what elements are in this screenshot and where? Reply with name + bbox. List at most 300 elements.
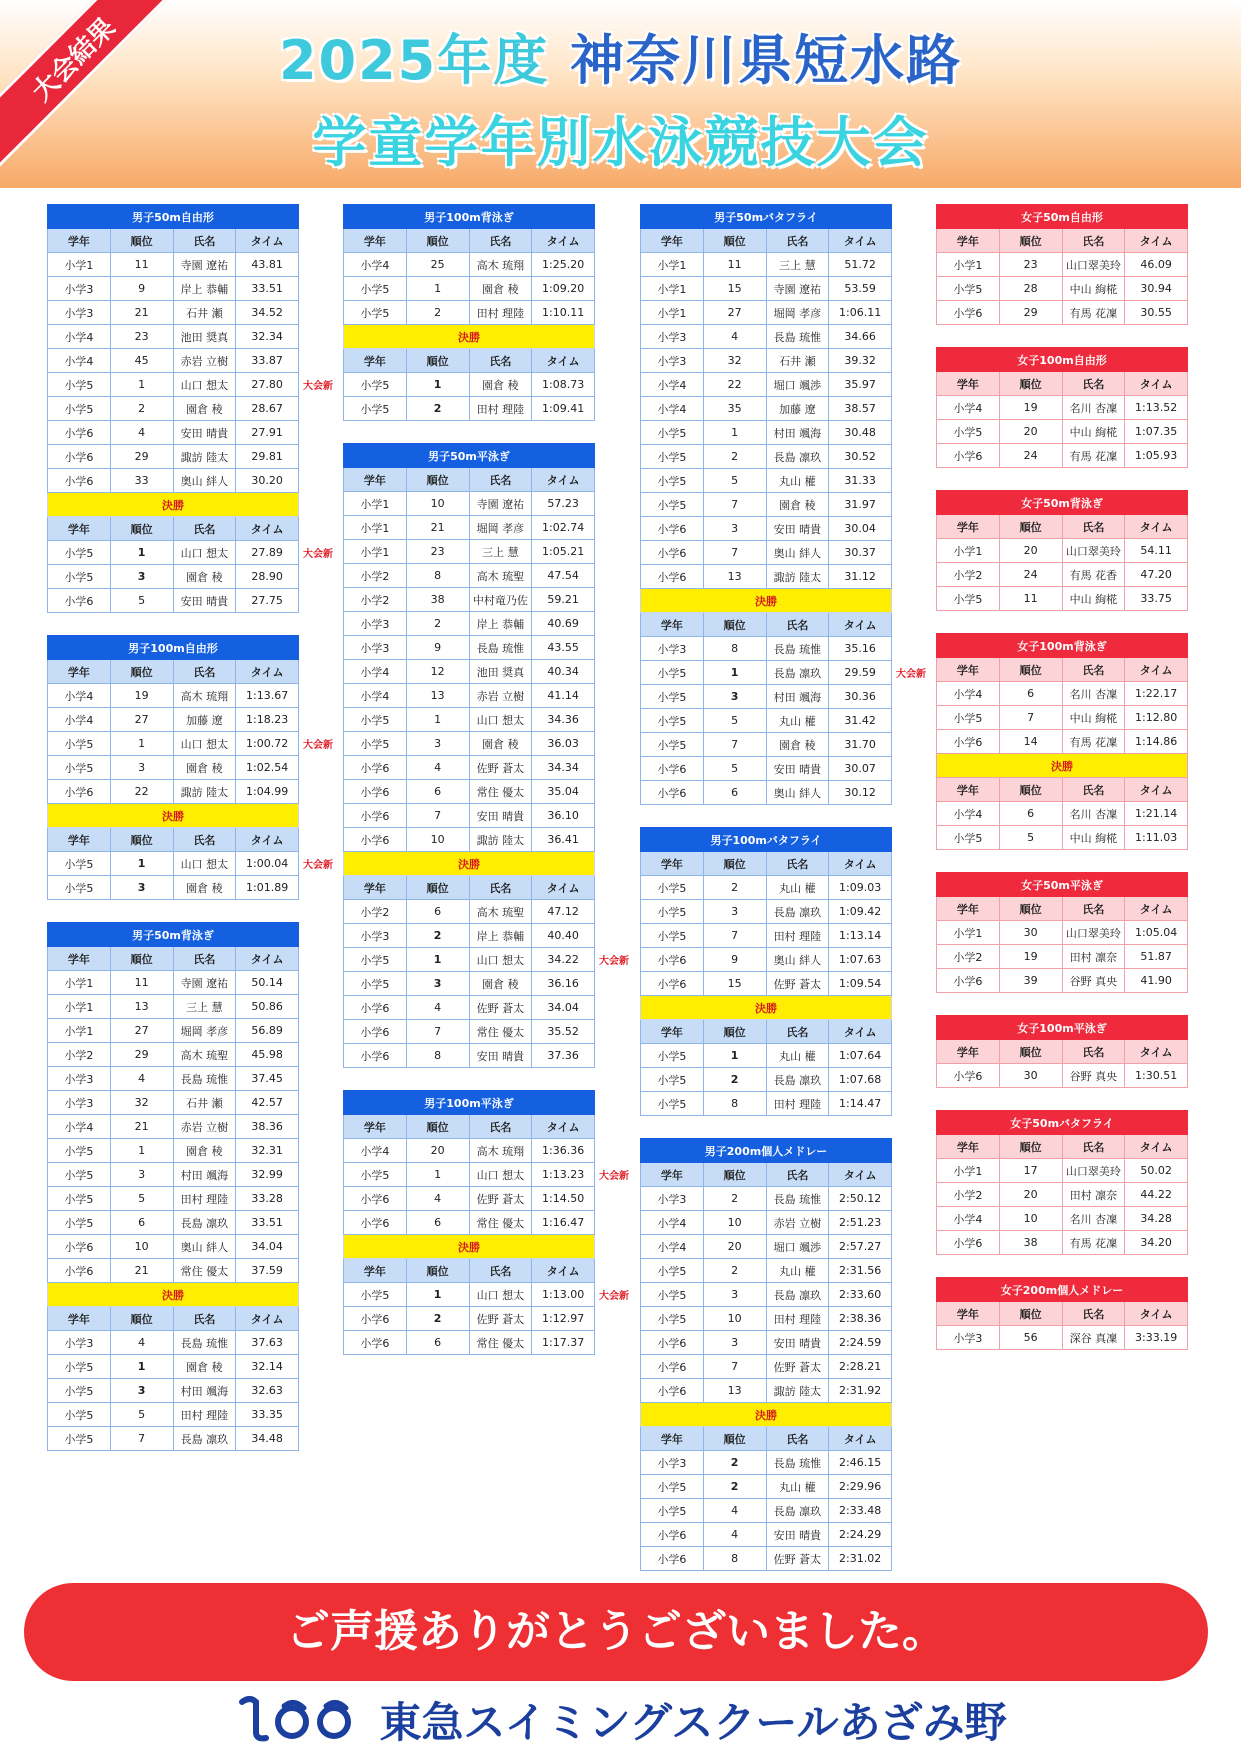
event-title: 男子200m個人メドレー	[641, 1139, 892, 1163]
record-mark: 大会新	[303, 381, 333, 392]
swimmer-name-cell: 丸山 權	[766, 469, 829, 493]
time-cell: 37.36	[532, 1044, 595, 1068]
final-row	[48, 541, 299, 565]
swimmer-name-cell: 丸山 權	[766, 1044, 829, 1068]
final-label-row	[641, 589, 892, 613]
time-cell: 1:14.50	[532, 1187, 595, 1211]
swimmer-name-cell: 堀岡 孝彦	[173, 1019, 236, 1043]
table-header-row	[641, 229, 892, 253]
time-cell: 2:31.02	[829, 1547, 892, 1571]
final-row	[344, 1283, 595, 1307]
time-cell: 27.80	[236, 373, 299, 397]
page-title-line1	[0, 18, 1241, 95]
rank-cell: 20	[999, 420, 1062, 444]
rank-cell: 6	[406, 1331, 469, 1355]
event-block	[47, 635, 333, 900]
swimmer-name-cell: 寺園 遼祐	[766, 277, 829, 301]
rank-cell: 3	[703, 1331, 766, 1355]
record-mark: 大会新	[303, 860, 333, 871]
table-header-row	[344, 1115, 595, 1139]
swimmer-name-cell: 園倉 稜	[469, 972, 532, 996]
table-row	[344, 277, 595, 301]
grade-cell: 小学4	[937, 802, 1000, 826]
record-mark: 大会新	[599, 956, 629, 967]
time-header: タイム	[829, 1163, 892, 1187]
swimmer-name-cell: 田村 理陸	[766, 1307, 829, 1331]
time-cell: 1:08.73	[532, 373, 595, 397]
rank-cell: 3	[703, 685, 766, 709]
time-cell: 36.10	[532, 804, 595, 828]
grade-cell: 小学6	[641, 781, 704, 805]
time-cell: 27.91	[236, 421, 299, 445]
grade-header: 学年	[641, 613, 704, 637]
grade-cell: 小学1	[48, 971, 111, 995]
grade-cell: 小学5	[344, 708, 407, 732]
time-cell: 33.35	[236, 1403, 299, 1427]
table-row	[937, 420, 1188, 444]
rank-cell: 29	[110, 1043, 173, 1067]
grade-cell: 小学4	[344, 684, 407, 708]
table-row	[344, 1139, 595, 1163]
swimmer-name-cell: 長島 琉惟	[766, 1451, 829, 1475]
rank-cell: 2	[703, 876, 766, 900]
rank-cell: 8	[406, 564, 469, 588]
rank-cell: 1	[406, 948, 469, 972]
swimmer-name-cell: 丸山 權	[766, 876, 829, 900]
grade-header: 学年	[344, 1259, 407, 1283]
grade-header: 学年	[937, 1040, 1000, 1064]
table-row	[937, 921, 1188, 945]
grade-cell: 小学2	[344, 900, 407, 924]
rank-cell: 5	[110, 589, 173, 613]
grade-cell: 小学4	[344, 1139, 407, 1163]
rank-cell: 3	[110, 1163, 173, 1187]
swimmer-name-cell: 安田 晴貴	[766, 757, 829, 781]
swimmer-name-cell: 長島 凛玖	[766, 661, 829, 685]
final-row	[48, 852, 299, 876]
time-cell: 1:07.64	[829, 1044, 892, 1068]
swimmer-name-cell: 長島 凛玖	[173, 1211, 236, 1235]
rank-cell: 13	[110, 995, 173, 1019]
name-header: 氏名	[1062, 229, 1125, 253]
grade-cell: 小学4	[641, 373, 704, 397]
time-header: タイム	[236, 828, 299, 852]
rank-cell: 21	[110, 1259, 173, 1283]
rank-cell: 23	[999, 253, 1062, 277]
time-cell: 47.54	[532, 564, 595, 588]
grade-cell: 小学5	[48, 1139, 111, 1163]
table-header-row	[344, 349, 595, 373]
swimmer-name-cell: 山口 想太	[173, 852, 236, 876]
time-cell: 2:31.56	[829, 1259, 892, 1283]
name-header: 氏名	[1062, 1040, 1125, 1064]
grade-cell: 小学4	[48, 325, 111, 349]
table-row	[937, 1183, 1188, 1207]
rank-header: 順位	[406, 1115, 469, 1139]
rank-header: 順位	[999, 1135, 1062, 1159]
rank-cell: 9	[703, 948, 766, 972]
grade-header: 学年	[48, 229, 111, 253]
table-row	[937, 1326, 1188, 1350]
grade-header: 学年	[48, 828, 111, 852]
time-cell: 1:07.35	[1125, 420, 1188, 444]
final-row	[48, 565, 299, 589]
table-row	[48, 1163, 299, 1187]
time-cell: 1:06.11	[829, 301, 892, 325]
swimmer-name-cell: 山口 想太	[469, 1283, 532, 1307]
final-row	[48, 1331, 299, 1355]
rank-cell: 1	[110, 373, 173, 397]
time-cell: 1:05.93	[1125, 444, 1188, 468]
name-header: 氏名	[766, 229, 829, 253]
grade-cell: 小学6	[48, 1259, 111, 1283]
final-row	[641, 757, 892, 781]
time-cell: 1:10.11	[532, 301, 595, 325]
event-title-row	[48, 636, 299, 660]
time-cell: 37.59	[236, 1259, 299, 1283]
rank-cell: 10	[703, 1307, 766, 1331]
grade-cell: 小学6	[48, 1235, 111, 1259]
event-results-table	[343, 204, 595, 421]
swimmer-name-cell: 長島 琉惟	[766, 325, 829, 349]
grade-header: 学年	[937, 778, 1000, 802]
table-row	[641, 1187, 892, 1211]
event-results-table	[343, 1090, 595, 1355]
event-title-row	[641, 828, 892, 852]
swimmer-name-cell: 山口 想太	[173, 732, 236, 756]
table-row	[937, 1159, 1188, 1183]
grade-cell: 小学1	[937, 921, 1000, 945]
swimmer-name-cell: 田村 凛奈	[1062, 945, 1125, 969]
grade-cell: 小学6	[344, 804, 407, 828]
swimmer-name-cell: 長島 凛玖	[173, 1427, 236, 1451]
table-header-row	[937, 658, 1188, 682]
grade-header: 学年	[937, 372, 1000, 396]
final-row	[344, 397, 595, 421]
time-cell: 37.63	[236, 1331, 299, 1355]
swimmer-name-cell: 池田 奨真	[469, 660, 532, 684]
rank-cell: 15	[703, 277, 766, 301]
table-row	[48, 971, 299, 995]
table-row	[48, 253, 299, 277]
rank-cell: 1	[406, 1283, 469, 1307]
event-title: 男子100mバタフライ	[641, 828, 892, 852]
grade-cell: 小学6	[344, 1211, 407, 1235]
grade-cell: 小学1	[641, 253, 704, 277]
rank-cell: 1	[110, 541, 173, 565]
final-label: 決勝	[641, 1403, 892, 1427]
final-label-row	[344, 325, 595, 349]
rank-cell: 5	[703, 469, 766, 493]
event-title-row	[641, 1139, 892, 1163]
swimmer-name-cell: 諏訪 陸太	[469, 828, 532, 852]
rank-cell: 24	[999, 444, 1062, 468]
swimmer-name-cell: 山口翠美玲	[1062, 921, 1125, 945]
rank-cell: 4	[703, 1499, 766, 1523]
swimmer-name-cell: 高木 琉聖	[469, 564, 532, 588]
table-row	[344, 660, 595, 684]
event-results-table	[936, 490, 1188, 611]
rank-cell: 12	[406, 660, 469, 684]
name-header: 氏名	[1062, 778, 1125, 802]
table-header-row	[344, 229, 595, 253]
final-row	[641, 1092, 892, 1116]
grade-cell: 小学5	[641, 733, 704, 757]
swimmer-name-cell: 佐野 蒼太	[469, 1187, 532, 1211]
grade-header: 学年	[937, 229, 1000, 253]
rank-header: 順位	[999, 1040, 1062, 1064]
grade-cell: 小学4	[937, 682, 1000, 706]
event-block	[47, 204, 333, 613]
name-header: 氏名	[173, 828, 236, 852]
event-title-row	[937, 1278, 1188, 1302]
grade-cell: 小学5	[641, 900, 704, 924]
header-banner	[0, 0, 1241, 188]
time-header: タイム	[829, 229, 892, 253]
swimmer-name-cell: 谷野 真央	[1062, 969, 1125, 993]
swimmer-name-cell: 長島 凛玖	[766, 1068, 829, 1092]
final-row	[48, 589, 299, 613]
grade-cell: 小学5	[48, 1211, 111, 1235]
time-cell: 40.69	[532, 612, 595, 636]
grade-cell: 小学3	[641, 1451, 704, 1475]
name-header: 氏名	[173, 947, 236, 971]
rank-cell: 3	[703, 517, 766, 541]
grade-cell: 小学5	[344, 1163, 407, 1187]
final-label: 決勝	[937, 754, 1188, 778]
time-cell: 30.55	[1125, 301, 1188, 325]
rank-header: 順位	[703, 852, 766, 876]
rank-cell: 38	[406, 588, 469, 612]
swimmer-name-cell: 高木 琉聖	[173, 1043, 236, 1067]
event-results-table	[936, 1015, 1188, 1088]
event-results-table	[47, 204, 299, 613]
grade-cell: 小学5	[48, 1355, 111, 1379]
table-row	[937, 444, 1188, 468]
event-block	[936, 347, 1188, 468]
table-row	[641, 493, 892, 517]
grade-header: 学年	[641, 1163, 704, 1187]
grade-cell: 小学3	[937, 1326, 1000, 1350]
event-block	[343, 443, 629, 1068]
rank-cell: 7	[406, 1020, 469, 1044]
final-label-row	[641, 1403, 892, 1427]
grade-cell: 小学6	[641, 517, 704, 541]
rank-cell: 4	[703, 325, 766, 349]
swimmer-name-cell: 諏訪 陸太	[173, 445, 236, 469]
rank-cell: 39	[999, 969, 1062, 993]
final-row	[48, 876, 299, 900]
table-row	[641, 900, 892, 924]
final-label-row	[48, 493, 299, 517]
rank-cell: 6	[406, 900, 469, 924]
time-cell: 30.07	[829, 757, 892, 781]
time-cell: 41.14	[532, 684, 595, 708]
swimmer-name-cell: 名川 杏凜	[1062, 802, 1125, 826]
final-label: 決勝	[344, 852, 595, 876]
rank-header: 順位	[110, 660, 173, 684]
table-row	[641, 541, 892, 565]
grade-cell: 小学5	[48, 541, 111, 565]
table-header-row	[937, 778, 1188, 802]
time-cell: 1:04.99	[236, 780, 299, 804]
table-row	[344, 564, 595, 588]
time-cell: 31.33	[829, 469, 892, 493]
time-cell: 1:13.00	[532, 1283, 595, 1307]
grade-header: 学年	[937, 658, 1000, 682]
final-row	[344, 373, 595, 397]
final-row	[641, 685, 892, 709]
rank-cell: 3	[406, 732, 469, 756]
time-header: タイム	[236, 660, 299, 684]
event-title: 男子50m平泳ぎ	[344, 444, 595, 468]
grade-cell: 小学1	[48, 253, 111, 277]
event-results-table	[936, 204, 1188, 325]
table-row	[48, 995, 299, 1019]
event-results-table	[640, 204, 892, 805]
time-cell: 27.75	[236, 589, 299, 613]
rank-cell: 5	[110, 1403, 173, 1427]
time-header: タイム	[532, 876, 595, 900]
rank-cell: 20	[703, 1235, 766, 1259]
event-block	[936, 633, 1188, 850]
table-row	[344, 1211, 595, 1235]
rank-cell: 32	[110, 1091, 173, 1115]
swimmer-name-cell: 中山 絢椛	[1062, 706, 1125, 730]
time-cell: 33.51	[236, 277, 299, 301]
table-header-row	[937, 897, 1188, 921]
time-cell: 35.04	[532, 780, 595, 804]
time-cell: 59.21	[532, 588, 595, 612]
grade-cell: 小学5	[641, 661, 704, 685]
event-results-table	[936, 633, 1188, 850]
swimmer-name-cell: 中山 絢椛	[1062, 587, 1125, 611]
time-cell: 1:05.04	[1125, 921, 1188, 945]
grade-cell: 小学6	[641, 1379, 704, 1403]
final-label-row	[641, 996, 892, 1020]
grade-cell: 小学6	[48, 421, 111, 445]
rank-cell: 2	[110, 397, 173, 421]
time-cell: 30.12	[829, 781, 892, 805]
rank-cell: 19	[110, 684, 173, 708]
swimmer-name-cell: 園倉 稜	[173, 397, 236, 421]
rank-cell: 6	[110, 1211, 173, 1235]
page-title-line2: 学童学年別水泳競技大会	[312, 111, 929, 174]
grade-cell: 小学3	[48, 1331, 111, 1355]
name-header: 氏名	[173, 517, 236, 541]
swimmer-name-cell: 園倉 稜	[766, 733, 829, 757]
event-title-row	[344, 444, 595, 468]
swimmer-name-cell: 安田 晴貴	[766, 517, 829, 541]
rank-header: 順位	[406, 876, 469, 900]
grade-cell: 小学1	[48, 1019, 111, 1043]
final-row	[641, 637, 892, 661]
table-row	[344, 780, 595, 804]
table-header-row	[937, 515, 1188, 539]
time-cell: 40.40	[532, 924, 595, 948]
event-block	[343, 204, 595, 421]
swimmer-name-cell: 田村 理陸	[469, 397, 532, 421]
swimmer-name-cell: 奥山 絆人	[173, 1235, 236, 1259]
swimmer-name-cell: 園倉 稜	[173, 756, 236, 780]
rank-cell: 13	[406, 684, 469, 708]
rank-cell: 19	[999, 945, 1062, 969]
rank-cell: 13	[703, 565, 766, 589]
event-title: 女子100m背泳ぎ	[937, 634, 1188, 658]
final-label-row	[937, 754, 1188, 778]
table-row	[344, 588, 595, 612]
results-ribbon: 大会結果	[0, 0, 182, 168]
rank-cell: 27	[703, 301, 766, 325]
grade-cell: 小学6	[641, 1331, 704, 1355]
rank-cell: 2	[406, 924, 469, 948]
table-row	[344, 636, 595, 660]
time-cell: 30.94	[1125, 277, 1188, 301]
time-cell: 34.34	[532, 756, 595, 780]
swimmer-name-cell: 常住 優太	[469, 1331, 532, 1355]
event-block	[640, 204, 926, 805]
event-title-row	[937, 634, 1188, 658]
final-row	[344, 1020, 595, 1044]
title-prefecture: 神奈川県短水路	[570, 29, 963, 92]
rank-cell: 35	[703, 397, 766, 421]
name-header: 氏名	[766, 1427, 829, 1451]
table-row	[937, 1231, 1188, 1255]
time-cell: 28.90	[236, 565, 299, 589]
grade-header: 学年	[937, 1135, 1000, 1159]
name-header: 氏名	[173, 660, 236, 684]
rank-cell: 3	[110, 876, 173, 900]
table-row	[48, 684, 299, 708]
swimmer-name-cell: 安田 晴貴	[173, 589, 236, 613]
time-header: タイム	[532, 1259, 595, 1283]
table-row	[641, 948, 892, 972]
grade-cell: 小学6	[641, 565, 704, 589]
rank-cell: 8	[703, 1092, 766, 1116]
table-row	[48, 469, 299, 493]
time-cell: 34.28	[1125, 1207, 1188, 1231]
rank-cell: 4	[110, 1331, 173, 1355]
rank-cell: 1	[406, 1163, 469, 1187]
rank-cell: 11	[110, 253, 173, 277]
table-row	[48, 1259, 299, 1283]
table-row	[937, 396, 1188, 420]
time-cell: 3:33.19	[1125, 1326, 1188, 1350]
swimmer-name-cell: 田村 理陸	[173, 1403, 236, 1427]
table-row	[641, 325, 892, 349]
time-cell: 1:36.36	[532, 1139, 595, 1163]
time-cell: 30.04	[829, 517, 892, 541]
grade-cell: 小学6	[937, 1064, 1000, 1088]
grade-cell: 小学5	[48, 1403, 111, 1427]
time-header: タイム	[1125, 778, 1188, 802]
final-label: 決勝	[344, 1235, 595, 1259]
swimmer-name-cell: 常住 優太	[469, 1211, 532, 1235]
table-row	[48, 277, 299, 301]
swimmer-name-cell: 山口 想太	[173, 373, 236, 397]
swimmer-name-cell: 長島 琉惟	[766, 637, 829, 661]
rank-cell: 4	[110, 1067, 173, 1091]
final-row	[641, 709, 892, 733]
rank-cell: 1	[703, 661, 766, 685]
grade-cell: 小学3	[344, 924, 407, 948]
name-header: 氏名	[766, 852, 829, 876]
final-row	[641, 1451, 892, 1475]
grade-cell: 小学5	[344, 1283, 407, 1307]
grade-header: 学年	[937, 1302, 1000, 1326]
swimmer-name-cell: 寺園 遼祐	[173, 253, 236, 277]
rank-header: 順位	[406, 1259, 469, 1283]
